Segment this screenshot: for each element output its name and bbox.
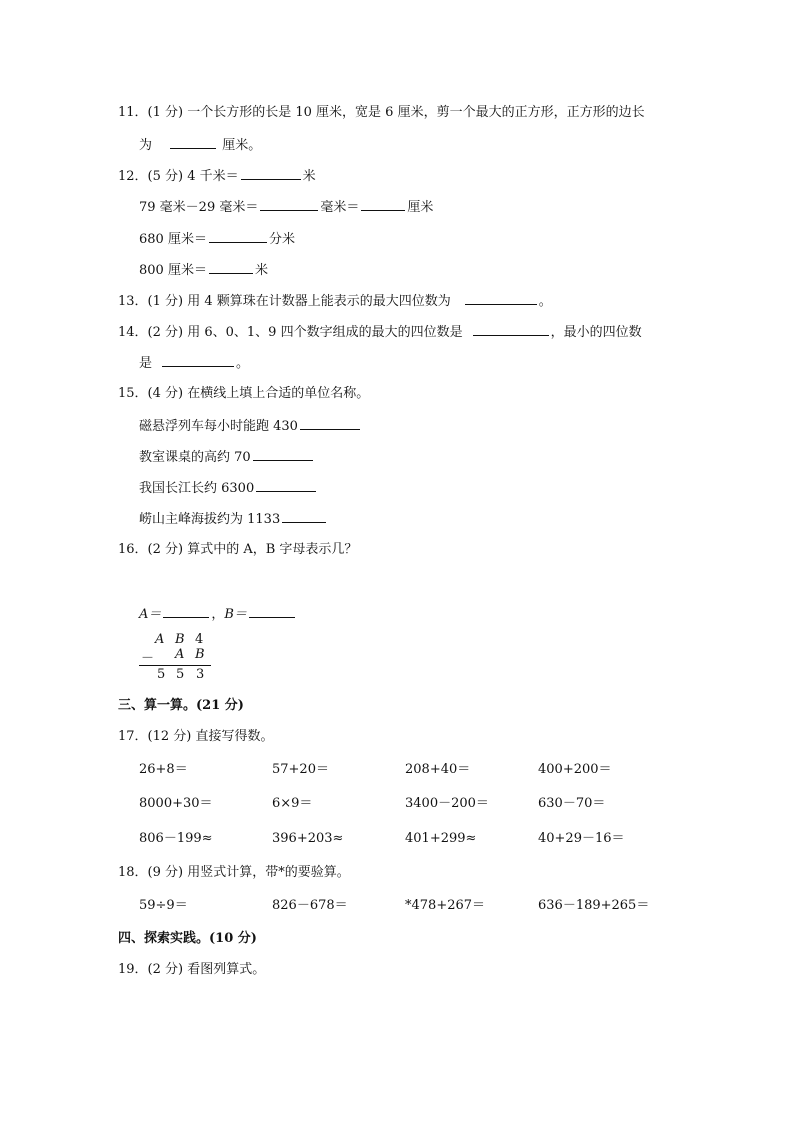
q16-blank-b[interactable] (249, 604, 295, 618)
q12-blank-3[interactable] (361, 197, 405, 211)
q18-item: 636－189+265＝ (538, 898, 650, 913)
q18-item: 59÷9＝ (139, 898, 188, 913)
q17-item: 806－199≈ (139, 831, 213, 846)
vert-res-3: 3 (196, 667, 205, 682)
vert-res-2: 5 (176, 667, 185, 682)
vert-minus-sign: － (141, 651, 155, 666)
q14-blank-1[interactable] (473, 322, 549, 336)
q17-item: 40+29－16＝ (538, 831, 625, 846)
q15-blank-4[interactable] (282, 509, 326, 523)
section-4-heading: 四、探索实践。(10 分) (118, 931, 257, 946)
q12-line3: 680 厘米＝ 分米 (139, 229, 295, 249)
q18-item: 826－678＝ (272, 898, 348, 913)
q12-blank-4[interactable] (209, 229, 267, 243)
q12-line4: 800 厘米＝ 米 (139, 260, 268, 280)
q11-line1: 11．(1 分) 一个长方形的长是 10 厘米，宽是 6 厘米，剪一个最大的正方形，正方形的边长 (118, 105, 645, 120)
q16-answer-line: A＝ ，B＝ (139, 604, 297, 624)
q17-item: 8000+30＝ (139, 796, 213, 811)
q17-item: 3400－200＝ (405, 796, 489, 811)
q18-title: 18．(9 分) 用竖式计算，带*的要验算。 (118, 865, 350, 880)
vert-top-2: B (175, 632, 185, 647)
q19-title: 19．(2 分) 看图列算式。 (118, 962, 266, 977)
q17-item: 6×9＝ (272, 796, 313, 811)
q11-line2: 为 厘米。 (139, 135, 261, 155)
vert-top-1: A (155, 632, 165, 647)
q15-item-3: 我国长江长约 6300 (139, 478, 318, 498)
q13-line: 13．(1 分) 用 4 颗算珠在计数器上能表示的最大四位数为 。 (118, 291, 552, 311)
q13-blank[interactable] (465, 291, 537, 305)
q17-item: 57+20＝ (272, 762, 329, 777)
q12-line1: 12．(5 分) 4 千米＝ 米 (118, 166, 316, 186)
q16-title: 16．(2 分) 算式中的 A，B 字母表示几？ (118, 542, 358, 557)
q15-title: 15．(4 分) 在横线上填上合适的单位名称。 (118, 386, 370, 401)
q16-vertical-subtraction (139, 632, 219, 684)
vert-mid-1: A (175, 647, 185, 662)
q17-item: 401+299≈ (405, 831, 477, 846)
q17-item: 396+203≈ (272, 831, 344, 846)
q12-blank-1[interactable] (241, 166, 301, 180)
q15-blank-1[interactable] (300, 416, 360, 430)
q17-item: 630－70＝ (538, 796, 606, 811)
vert-top-3: 4 (195, 632, 204, 647)
q16-blank-a[interactable] (163, 604, 209, 618)
q15-blank-2[interactable] (253, 447, 313, 461)
q17-title: 17．(12 分) 直接写得数。 (118, 729, 274, 744)
vert-result-rule (139, 665, 211, 666)
q18-item: *478+267＝ (405, 898, 486, 913)
q17-item: 208+40＝ (405, 762, 471, 777)
q15-blank-3[interactable] (256, 478, 316, 492)
section-3-heading: 三、算一算。(21 分) (118, 698, 244, 713)
vert-mid-2: B (195, 647, 205, 662)
q15-item-2: 教室课桌的高约 70 (139, 447, 315, 467)
q14-blank-2[interactable] (162, 353, 234, 367)
q12-blank-2[interactable] (260, 197, 318, 211)
q12-line2: 79 毫米－29 毫米＝ 毫米＝ 厘米 (139, 197, 433, 217)
q14-line1: 14．(2 分) 用 6、0、1、9 四个数字组成的最大的四位数是 ，最小的四位数 (118, 322, 642, 342)
q11-answer-blank[interactable] (170, 135, 216, 149)
q15-item-4: 崂山主峰海拔约为 1133 (139, 509, 328, 529)
q15-item-1: 磁悬浮列车每小时能跑 430 (139, 416, 362, 436)
vert-res-1: 5 (157, 667, 166, 682)
q12-blank-5[interactable] (209, 260, 253, 274)
q17-item: 400+200＝ (538, 762, 612, 777)
q14-line2: 是 。 (139, 353, 249, 373)
q17-item: 26+8＝ (139, 762, 188, 777)
